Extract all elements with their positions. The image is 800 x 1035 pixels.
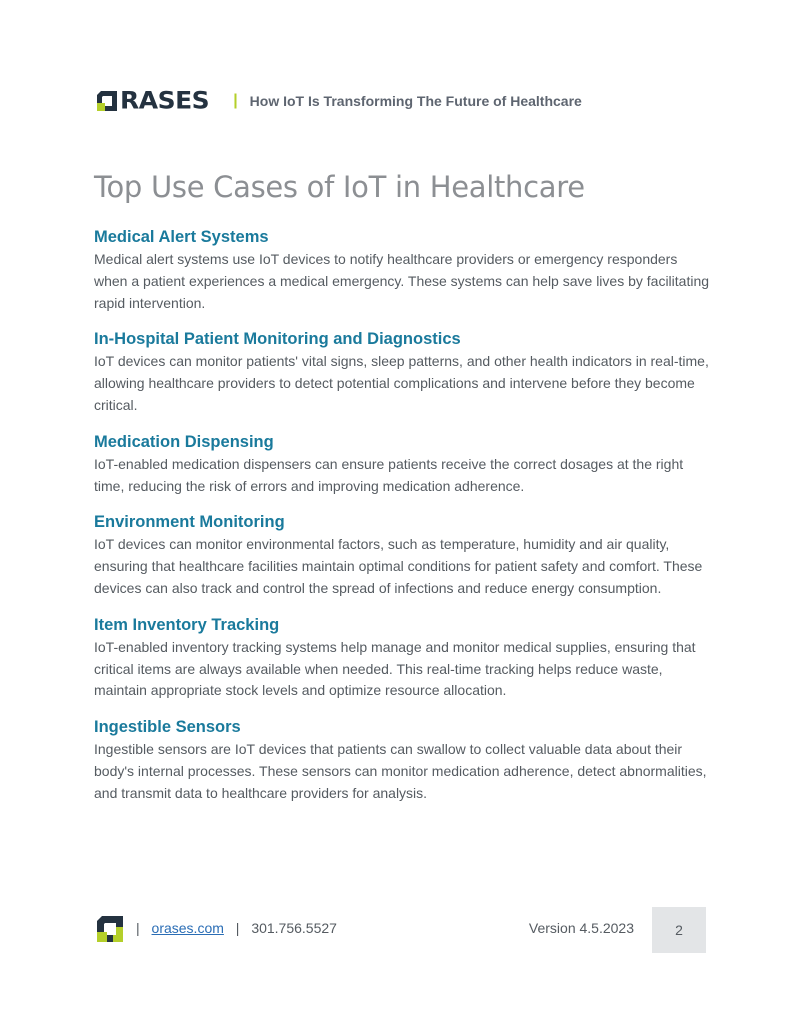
use-case-section xyxy=(94,614,710,702)
use-case-section xyxy=(94,226,710,314)
orases-logo-icon xyxy=(96,90,118,112)
use-case-section xyxy=(94,716,710,804)
section-heading: Environment Monitoring xyxy=(94,513,285,532)
page-footer xyxy=(96,907,706,953)
section-body: IoT-enabled medication dispensers can ensure patients receive the correct dosages at the right time, reducing the risk of errors and improving medication adherence. xyxy=(94,455,684,494)
section-heading: Medication Dispensing xyxy=(94,432,274,451)
phone-number: 301.756.5527 xyxy=(251,920,337,936)
page-header xyxy=(96,88,582,114)
page-number: 2 xyxy=(675,922,683,938)
section-heading: Medical Alert Systems xyxy=(94,228,269,246)
orases-mark-icon xyxy=(96,915,124,943)
logo-wordmark: RASES xyxy=(120,86,210,115)
website-link[interactable]: orases.com xyxy=(151,920,224,936)
use-case-list xyxy=(94,226,710,819)
section-body: Ingestible sensors are IoT devices that patients can swallow to collect valuable data about their body's internal processes. These sensors can monitor medication adherence, detect abnormalities, and transmit data to healthcare providers for analysis. xyxy=(94,741,707,801)
footer-separator: | xyxy=(136,920,140,936)
version-label: Version 4.5.2023 xyxy=(528,920,634,936)
orases-logo xyxy=(96,88,209,114)
use-case-section xyxy=(94,431,710,498)
section-heading: Ingestible Sensors xyxy=(94,718,241,737)
section-body: Medical alert systems use IoT devices to notify healthcare providers or emergency responders when a patient experiences a medical emergency. These systems can help save lives by facilitating rapid intervention. xyxy=(94,251,710,311)
header-separator: | xyxy=(233,92,238,109)
section-body: IoT devices can monitor environmental factors, such as temperature, humidity and air quality, ensuring that healthcare facilities maintain optimal conditions for patient safety and comfort. These devices can also track and control the spread of infections and reduce energy consumption. xyxy=(94,536,703,596)
section-heading: Item Inventory Tracking xyxy=(94,615,280,634)
use-case-section xyxy=(94,511,710,599)
page-title: Top Use Cases of IoT in Healthcare xyxy=(94,170,585,204)
section-body: IoT-enabled inventory tracking systems help manage and monitor medical supplies, ensuring that critical items are always available when needed. This real-time tracking helps reduce waste, maintain appropriate stock levels and optimize resource allocation. xyxy=(94,638,696,699)
page-number-box xyxy=(652,907,706,953)
footer-separator: | xyxy=(235,920,240,936)
document-title: How IoT Is Transforming The Future of Healthcare xyxy=(249,93,582,109)
section-body: IoT devices can monitor patients' vital signs, sleep patterns, and other health indicators in real-time, allowing healthcare providers to detect potential complications and intervene before they become critical. xyxy=(94,353,709,413)
footer-contact xyxy=(136,920,337,936)
section-heading: In-Hospital Patient Monitoring and Diagnostics xyxy=(94,330,461,349)
use-case-section xyxy=(94,328,710,416)
